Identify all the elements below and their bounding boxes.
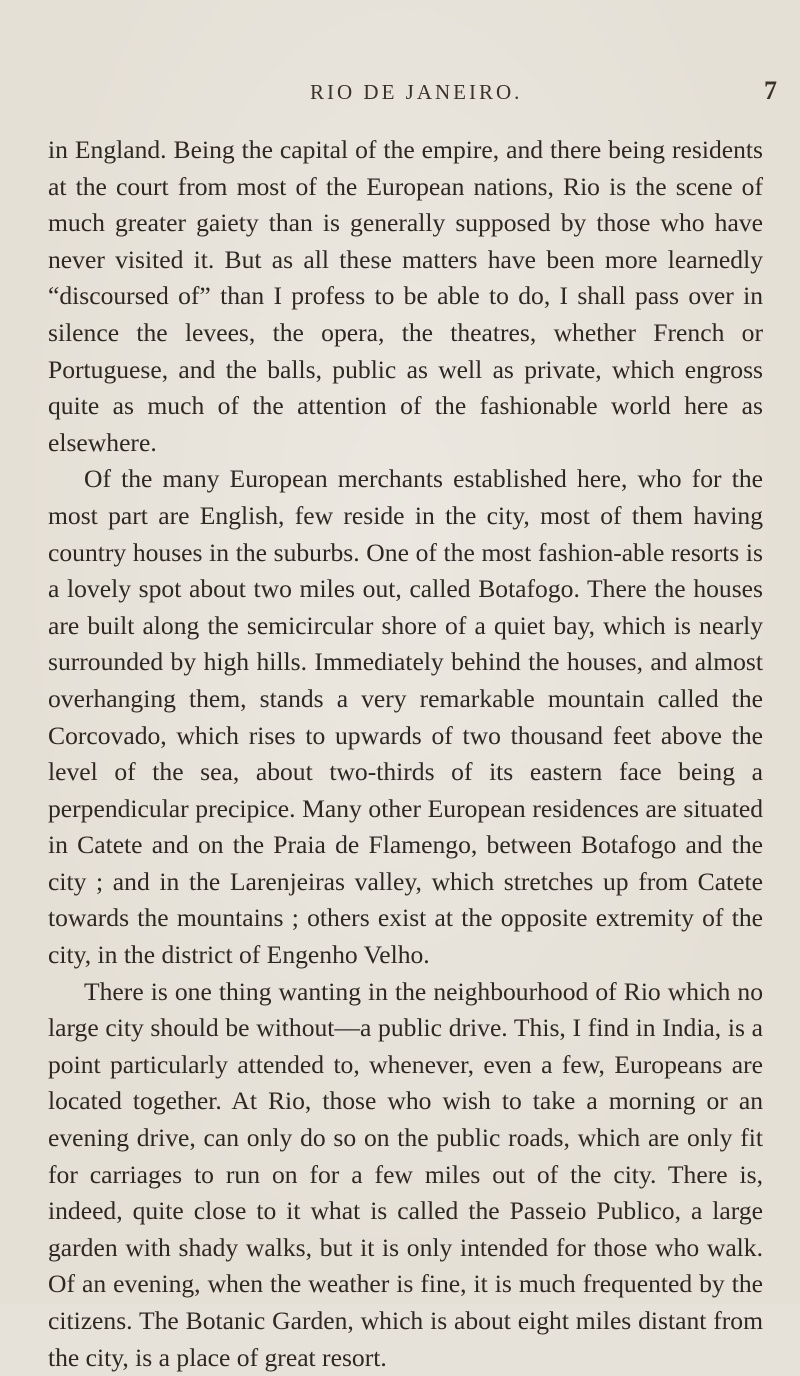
page-number: 7 — [764, 76, 777, 105]
running-head — [0, 74, 800, 114]
paragraph-3: There is one thing wanting in the neighbourhood of Rio which no large city should be without—a public drive. This, I find in India, is a point particularly attended to, whenever, even a few, Europeans are located together. At Rio, those who wish to take a morning or an evening drive, can only do so on the public roads, which are only fit for carriages to run on for a few miles out of the city. There is, indeed, quite close to it what is called the Passeio Publico, a large garden with shady walks, but it is only intended for those who walk. Of an evening, when the weather is fine, it is much frequented by the citizens. The Botanic Garden, which is about eight miles distant from the city, is a place of great resort. — [48, 976, 763, 1372]
body-text — [48, 132, 763, 1376]
paragraph-1: in England. Being the capital of the empire, and there being residents at the court from most of the European nations, Rio is the scene of much greater gaiety than is generally supposed by those who have never visited it. But as all these matters have been more learnedly “discoursed of” than I profess to be able to do, I shall pass over in silence the levees, the opera, the theatres, whether French or Portuguese, and the balls, public as well as private, which engross quite as much of the attention of the fashionable world here as elsewhere. — [48, 135, 763, 457]
paragraph-2: Of the many European merchants established here, who for the most part are English, few reside in the city, most of them having country houses in the suburbs. One of the most fashion-able resorts is a lovely spot about two miles out, called Botafogo. There the houses are built along the semicircular shore of a quiet bay, which is nearly surrounded by high hills. Immediately behind the houses, and almost overhanging them, stands a very remarkable mountain called the Corcovado, which rises to upwards of two thousand feet above the level of the sea, about two-thirds of its eastern face being a perpendicular precipice. Many other European residences are situated in Catete and on the Praia de Flamengo, between Botafogo and the city ; and in the Larenjeiras valley, which stretches up from Catete towards the mountains ; others exist at the opposite extremity of the city, in the district of Engenho Velho. — [48, 464, 763, 970]
running-title: RIO DE JANEIRO. — [310, 80, 523, 104]
